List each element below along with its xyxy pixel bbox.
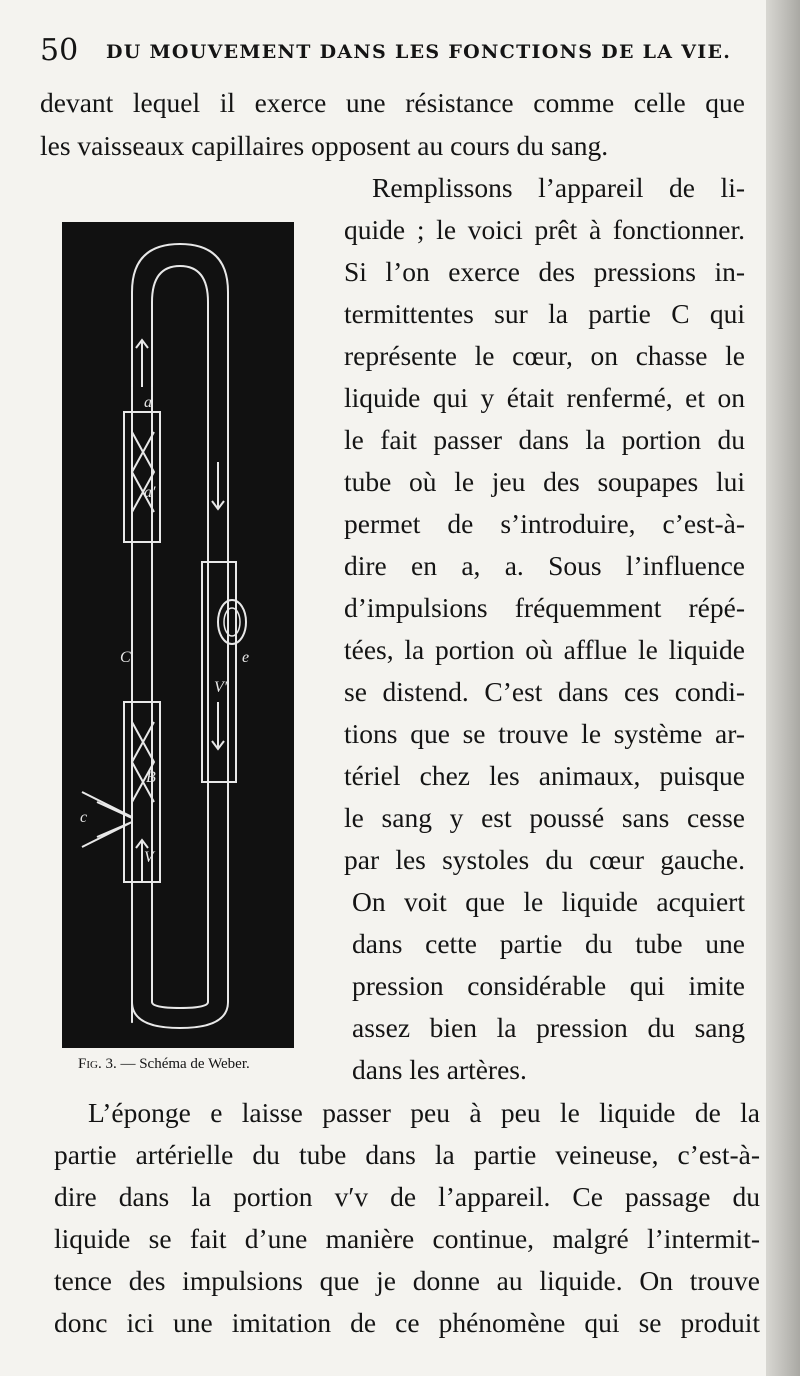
left-sleeve-upper	[124, 412, 160, 542]
sponge-inner	[224, 608, 240, 636]
text-line: le fait passer dans la portion du	[344, 424, 745, 455]
label-B: B	[146, 769, 156, 786]
label-a-lower: a′	[144, 484, 156, 501]
text-line: permet de s’introduire, c’est-à-	[344, 508, 745, 539]
text-line: dans cette partie du tube une	[352, 928, 745, 959]
tube-outer	[132, 244, 228, 1028]
label-C: C	[120, 649, 131, 666]
text-line: devant lequel il exerce une résistance comme celle que	[40, 87, 745, 118]
tube-inner	[152, 266, 208, 1008]
label-e: e	[242, 649, 250, 666]
text-line: par les systoles du cœur gauche.	[344, 844, 745, 875]
page-edge-shadow	[766, 0, 800, 1376]
page-header	[40, 34, 740, 68]
text-line: liquide qui y était renfermé, et on	[344, 382, 745, 413]
text-line: Si l’on exerce des pressions in-	[344, 256, 745, 287]
arrow-up-upper	[136, 340, 148, 387]
text-line: dire en a, a. Sous l’influence	[344, 550, 745, 581]
text-line: partie artérielle du tube dans la partie veineuse, c’est-à-	[54, 1139, 760, 1170]
text-line: pression considérable qui imite	[352, 970, 745, 1001]
arrow-down-lower	[212, 702, 224, 749]
weber-schema-figure	[62, 222, 294, 1048]
valve-lower	[132, 722, 154, 802]
text-line: dans les artères.	[352, 1054, 527, 1085]
text-line: tions que se trouve le système ar-	[344, 718, 745, 749]
text-line: les vaisseaux capillaires opposent au cours du sang.	[40, 130, 609, 161]
label-c: c	[80, 809, 88, 826]
arrow-down-upper	[212, 462, 224, 509]
text-line: donc ici une imitation de ce phénomène qui se produit	[54, 1307, 760, 1338]
sponge	[218, 600, 246, 644]
text-line: tériel chez les animaux, puisque	[344, 760, 745, 791]
text-line: tées, la portion où afflue le liquide	[344, 634, 745, 665]
text-line: On voit que le liquide acquiert	[352, 886, 745, 917]
text-line: termittentes sur la partie C qui	[344, 298, 745, 329]
running-head: DU MOUVEMENT DANS LES FONCTIONS DE LA VIE.	[106, 41, 732, 63]
text-line: d’impulsions fréquemment répé-	[344, 592, 745, 623]
text-line: le sang y est poussé sans cesse	[344, 802, 745, 833]
page-number: 50	[40, 33, 79, 68]
label-v-prime: V′	[214, 679, 228, 696]
label-a-upper: a	[144, 394, 152, 411]
text-line: dire dans la portion v′v de l’appareil. Ce passage du	[54, 1181, 760, 1212]
label-V: V	[144, 849, 154, 866]
caption-text: — Schéma de Weber.	[116, 1056, 250, 1072]
figure-caption	[78, 1054, 250, 1074]
text-line: tube où le jeu des soupapes lui	[344, 466, 745, 497]
text-line: tence des impulsions que je donne au liquide. On trouve	[54, 1265, 760, 1296]
text-line: quide ; le voici prêt à fonctionner.	[344, 214, 745, 245]
text-line: se distend. C’est dans ces condi-	[344, 676, 745, 707]
text-line: liquide se fait d’une manière continue, malgré l’intermit-	[54, 1223, 760, 1254]
text-line: Remplissons l’appareil de li-	[372, 172, 745, 203]
text-line: L’éponge e laisse passer peu à peu le liquide de la	[88, 1097, 760, 1128]
caption-label: Fig. 3.	[78, 1056, 117, 1072]
text-line: assez bien la pression du sang	[352, 1012, 745, 1043]
text-line: représente le cœur, on chasse le	[344, 340, 745, 371]
